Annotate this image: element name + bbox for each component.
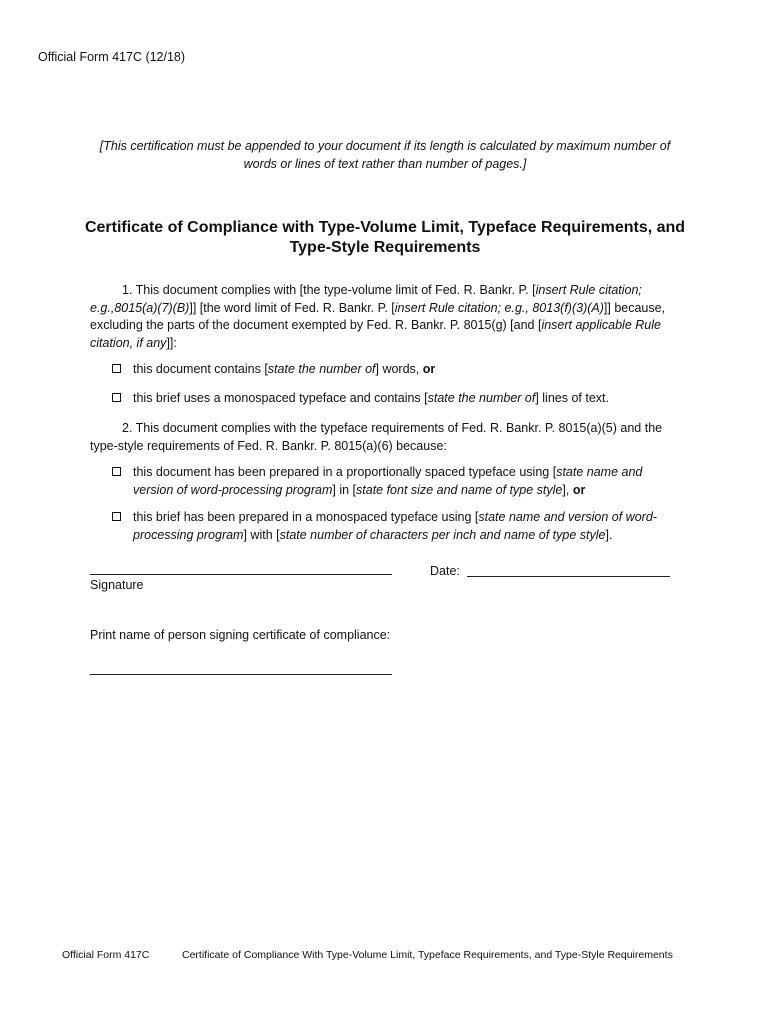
checkbox-proportional-typeface[interactable] xyxy=(112,467,121,476)
section-1-paragraph xyxy=(90,282,680,352)
section-1-text-b: ]] [the word limit of Fed. R. Bankr. P. [ xyxy=(189,300,395,315)
option-proportional-typeface-text: this document has been prepared in a proportionally spaced typeface using [state name and version of word-processing program] in [state font size and name of type style], or xyxy=(133,465,643,497)
signature-label: Signature xyxy=(90,578,144,592)
section-1-text-a: 1. This document complies with [the type-volume limit of Fed. R. Bankr. P. [ xyxy=(122,283,536,297)
section-1-text-c: ]] because, excluding the parts of the document exempted by Fed. R. Bankr. P. 8015(g) [and [ xyxy=(90,300,666,332)
option-monospaced-typeface xyxy=(112,509,672,544)
option-proportional-typeface xyxy=(112,464,672,499)
date-line[interactable] xyxy=(467,576,670,577)
document-title: Certificate of Compliance with Type-Volume Limit, Typeface Requirements, and Type-Style Requirements xyxy=(84,219,686,256)
form-number-header: Official Form 417C (12/18) xyxy=(38,50,186,64)
section-1-text-d: ]]: xyxy=(166,335,177,350)
section-1-rule-citation-a: insert Rule citation; e.g.,8015(a)(7)(B) xyxy=(90,283,642,315)
signature-line[interactable] xyxy=(90,574,392,575)
checkbox-word-count[interactable] xyxy=(112,364,121,373)
section-1-rule-citation-c: insert applicable Rule citation, if any xyxy=(90,318,661,350)
footer-document-title: Certificate of Compliance With Type-Volume Limit, Typeface Requirements, and Type-Style Requirements xyxy=(182,949,673,961)
checkbox-line-count[interactable] xyxy=(112,393,121,402)
option-word-count-text: this document contains [state the number of] words, or xyxy=(133,362,436,376)
option-line-count xyxy=(112,390,672,408)
section-2-text: 2. This document complies with the typeface requirements of Fed. R. Bankr. P. 8015(a)(5) and the type-style requirements of Fed. R. Bankr. P. 8015(a)(6) because: xyxy=(90,421,663,453)
instruction-note: [This certification must be appended to your document if its length is calculated by maximum number of words or lines of text rather than number of pages.] xyxy=(99,139,671,171)
print-name-line[interactable] xyxy=(90,674,392,675)
section-2-paragraph xyxy=(90,420,680,455)
date-label: Date: xyxy=(430,564,460,578)
option-word-count xyxy=(112,361,672,379)
option-line-count-text: this brief uses a monospaced typeface and contains [state the number of] lines of text. xyxy=(133,391,609,405)
print-name-label: Print name of person signing certificate of compliance: xyxy=(90,628,391,642)
section-1-rule-citation-b: insert Rule citation; e.g., 8013(f)(3)(A) xyxy=(394,300,604,315)
option-monospaced-typeface-text: this brief has been prepared in a monospaced typeface using [state name and version of word-processing program] with [state number of characters per inch and name of type style]. xyxy=(133,510,657,542)
checkbox-monospaced-typeface[interactable] xyxy=(112,512,121,521)
footer-form-number: Official Form 417C xyxy=(62,949,150,961)
